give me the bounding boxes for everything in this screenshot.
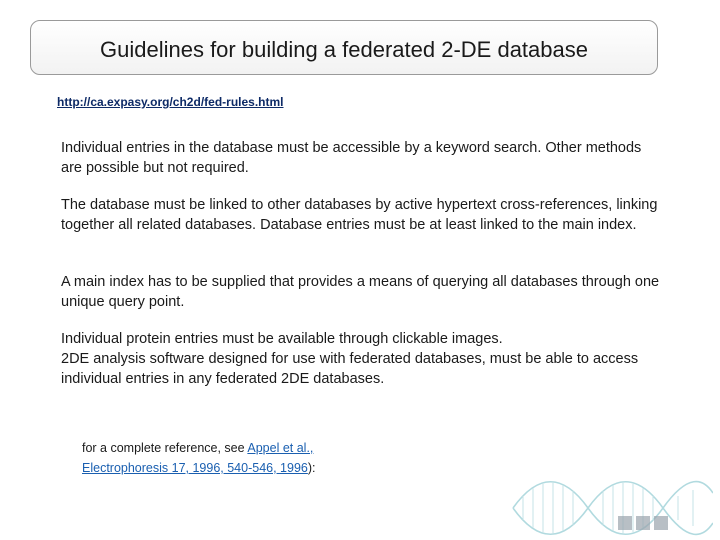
- logo-squares: [618, 516, 668, 530]
- reference-link-part1[interactable]: Appel et al.,: [247, 441, 314, 455]
- guideline-keyword-search: Individual entries in the database must be accessible by a keyword search. Other methods are possible but not required.: [61, 140, 642, 176]
- reference-line1: [82, 438, 402, 458]
- reference-suffix: ):: [307, 461, 316, 475]
- title-box: [30, 20, 658, 75]
- guideline-clickable-images-line1: Individual protein entries must be available through clickable images.: [61, 331, 503, 347]
- guideline-clickable-images: [61, 329, 661, 389]
- reference-prefix: for a complete reference, see: [82, 441, 248, 455]
- page-title: Guidelines for building a federated 2-DE database: [100, 37, 588, 62]
- reference-note: [82, 438, 402, 478]
- dna-helix-logo: [508, 468, 713, 536]
- guideline-clickable-images-line2: 2DE analysis software designed for use with federated databases, must be able to access individual entries in any federated 2DE databases.: [61, 351, 639, 387]
- fed-rules-link[interactable]: http://ca.expasy.org/ch2d/fed-rules.html: [57, 95, 284, 109]
- guideline-main-index: A main index has to be supplied that provides a means of querying all databases through one unique query point.: [61, 274, 660, 310]
- reference-line2: [82, 458, 402, 478]
- guideline-hypertext-links: The database must be linked to other databases by active hypertext cross-references, linking together all related databases. Database entries must be at least linked to the main index.: [61, 197, 658, 233]
- reference-link-part2[interactable]: Electrophoresis 17, 1996, 540-546, 1996: [82, 461, 308, 475]
